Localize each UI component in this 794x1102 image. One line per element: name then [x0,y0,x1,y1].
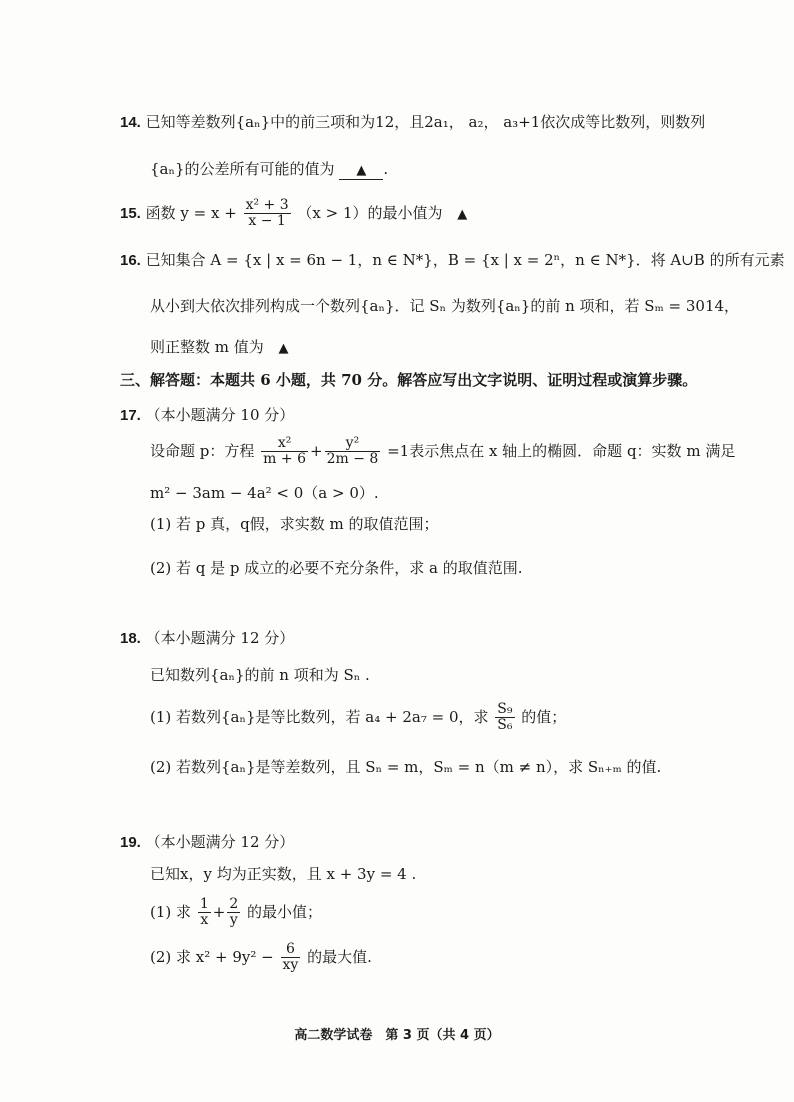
q17-statement [150,436,735,468]
q16-line3 [150,338,289,357]
q18-p1-pre: (1) 若数列{aₙ}是等比数列，若 a₄ + 2a₇ = 0，求 [150,707,489,726]
q19-fraction-2 [227,897,240,929]
q18-fraction [495,702,514,734]
q15-number: 15. [120,204,141,222]
q19-part2 [150,942,372,974]
q15-frac-num: x² + 3 [245,197,289,213]
q17-header [120,406,294,425]
q17-fraction-2 [325,436,381,468]
q19-plus: + [212,902,226,921]
q19-fraction-3 [281,942,301,974]
q18-part2 [150,758,661,776]
q14-line1 [120,113,705,132]
q17-condition [150,484,379,502]
triangle-icon: ▲ [278,341,289,356]
q19-intro [150,865,416,883]
q17-number: 17. [120,407,141,424]
q15-fraction [244,198,291,230]
q19-score: （本小题满分 12 分） [145,833,295,851]
q19-f2-num: 2 [229,896,239,912]
q16-text-line2: 从小到大依次排列构成一个数列{aₙ}．记 Sₙ 为数列{aₙ}的前 n 项和，若 Sₘ = 3014， [150,297,740,315]
q19-part1 [150,897,322,929]
q17-pre: 设命题 p：方程 [150,441,255,460]
q19-p1-pre: (1) 求 [150,902,192,921]
page-footer [0,1028,794,1044]
q17-f1-den: m + 6 [263,451,306,468]
q17-f1-num: x² [261,436,308,452]
triangle-icon: ▲ [356,163,367,178]
q17-f2-den: 2m − 8 [326,451,379,468]
q16-line2 [150,297,739,315]
q14-number: 14. [120,114,141,131]
q16-line1 [120,251,785,270]
q17-fraction-1 [261,436,308,468]
q14-line2 [150,160,388,180]
q19-number: 19. [120,834,141,851]
q19-f3-den: xy [282,957,299,974]
q17-f2-num: y² [325,436,381,452]
q17-post: =1表示焦点在 x 轴上的椭圆．命题 q：实数 m 满足 [387,441,736,460]
q16-number: 16. [120,252,141,269]
q16-text-line3: 则正整数 m 值为 [150,338,264,356]
q19-p2-pre: (2) 求 x² + 9y² − [150,947,274,966]
q19-p1-post: 的最小值； [247,902,323,921]
q18-number: 18. [120,630,141,647]
footer-text: 高二数学试卷 第 3 页（共 4 页） [294,1028,500,1043]
section-heading [120,371,697,389]
triangle-icon: ▲ [457,206,468,222]
q18-intro-text: 已知数列{aₙ}的前 n 项和为 Sₙ . [150,666,370,684]
q19-header [120,833,294,852]
q19-intro-text: 已知x，y 均为正实数，且 x + 3y = 4 . [150,865,417,883]
q17-score: （本小题满分 10 分） [145,406,295,424]
q17-p1-text: (1) 若 p 真，q假，求实数 m 的取值范围； [150,515,439,533]
q17-part2 [150,559,523,577]
q19-f2-den: y [229,912,238,929]
q15-frac-den: x − 1 [248,213,286,230]
q15-line [120,198,467,230]
section-title: 三、解答题：本题共 6 小题，共 70 分。解答应写出文字说明、证明过程或演算步骤。 [120,371,698,389]
q19-fraction-1 [198,897,211,929]
q17-cond-text: m² − 3am − 4a² < 0（a > 0）. [150,484,379,502]
q18-frac-num: S₉ [497,701,513,717]
q18-p2-text: (2) 若数列{aₙ}是等差数列，且 Sₙ = m，Sₘ = n（m ≠ n），求 Sₙ₊ₘ 的值. [150,758,662,776]
q18-part1 [150,702,566,734]
q17-plus: + [309,441,323,460]
q18-frac-den: S₆ [497,717,513,734]
q14-text-line1: 已知等差数列{aₙ}中的前三项和为12，且2a₁， a₂， a₃+1依次成等比数列，则数列 [145,113,706,131]
q15-pre: 函数 y = x + [145,203,237,222]
q18-p1-post: 的值； [521,707,567,726]
q15-post: （x > 1）的最小值为 [297,203,443,222]
q19-p2-post: 的最大值. [307,947,372,966]
q17-p2-text: (2) 若 q 是 p 成立的必要不充分条件，求 a 的取值范围. [150,559,523,577]
q18-intro [150,666,370,684]
q14-text-line2: {aₙ}的公差所有可能的值为 [150,160,335,178]
q18-header [120,629,294,648]
q17-part1 [150,515,439,533]
q14-end: . [383,160,389,178]
q19-f1-num: 1 [199,896,209,912]
q19-f3-num: 6 [281,942,301,958]
q18-score: （本小题满分 12 分） [145,629,295,647]
q16-text-line1: 已知集合 A = {x | x = 6n − 1，n ∈ N*}，B = {x | x = 2ⁿ，n ∈ N*}．将 A∪B 的所有元素 [145,251,785,269]
q19-f1-den: x [200,912,209,929]
answer-blank [339,160,383,180]
